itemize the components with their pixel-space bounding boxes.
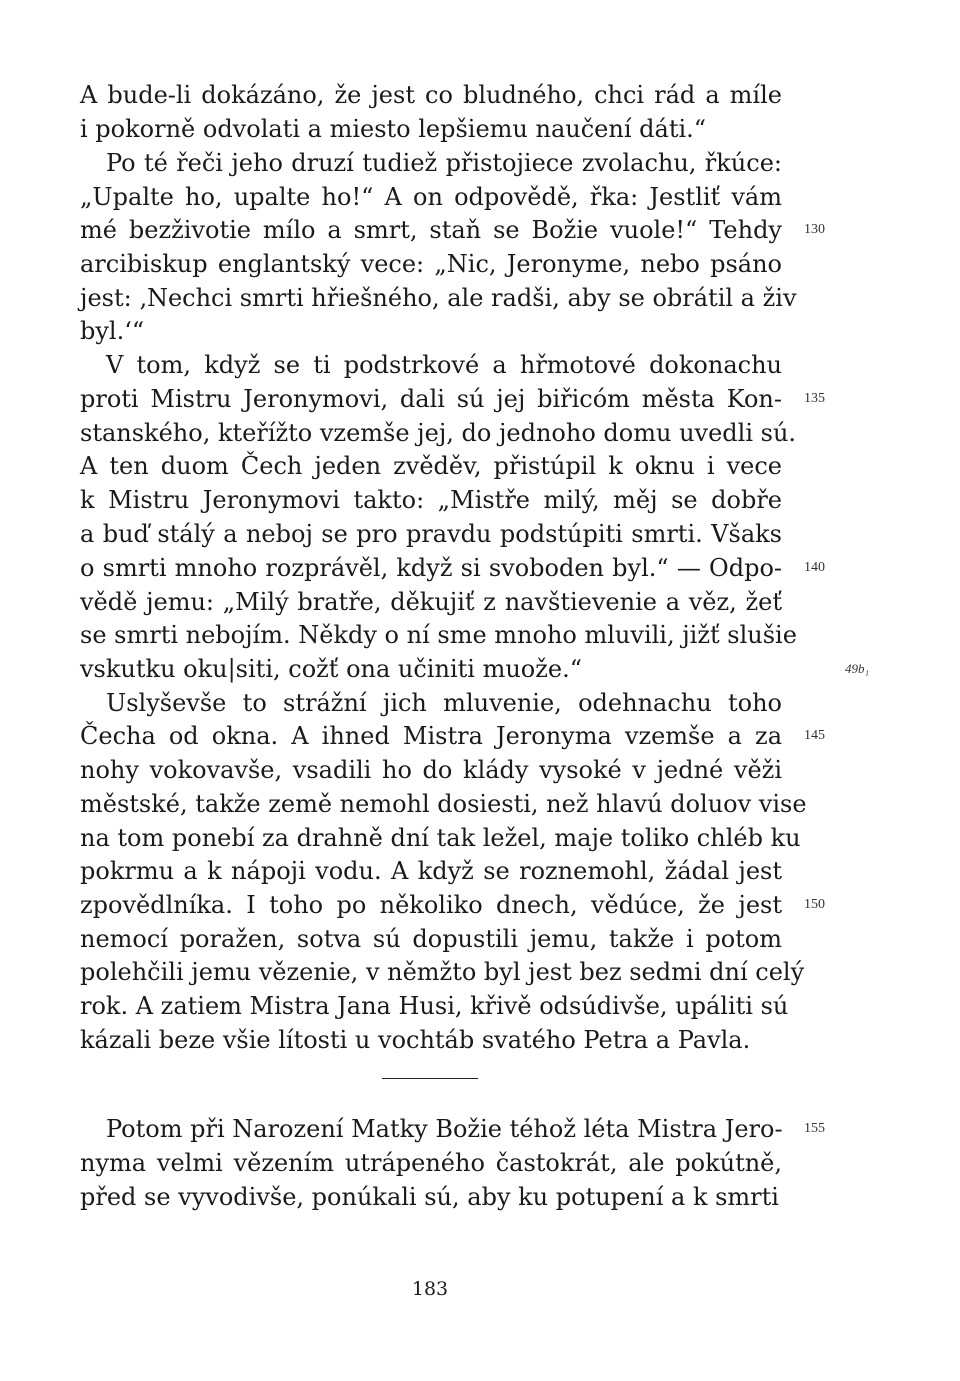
text-line: Po té řeči jeho druzí tudiež přistojiece zvolachu, řkúce: [106,149,782,177]
text-line: polehčili jemu vězenie, v němžto byl jest bez sedmi dní celý [80,958,805,986]
text-line: „Upalte ho, upalte ho!“ A on odpovědě, řka: Jestliť vám [80,183,782,211]
text-line: o smrti mnoho rozprávěl, když si svoboden byl.“ — Odpo- [80,554,782,582]
folio-note: 49b₁ [845,661,870,676]
text-line: A bude-li dokázáno, že jest co bludného, chci rád a míle [80,81,782,109]
text-line: k Mistru Jeronymovi takto: „Mistře milý, měj se dobře [80,486,782,514]
text-line: mé bezživotie mílo a smrt, staň se Božie vuole!“ Tehdy [80,216,782,244]
text-line: proti Mistru Jeronymovi, dali sú jej biřicóm města Kon- [80,385,782,413]
text-line: na tom ponebí za drahně dní tak ležel, maje toliko chléb ku [80,824,801,852]
line-number: 140 [804,560,825,575]
text-line: vědě jemu: „Milý bratře, děkujiť z navštievenie a věz, žeť [80,588,782,616]
text-line: vskutku oku|siti, cožť ona učiniti muože.“ [80,655,582,683]
text-line: městské, takže země nemohl dosiesti, než hlavú doluov vise [80,790,807,818]
text-line: Potom při Narození Matky Božie téhož léta Mistra Jero- [106,1115,783,1143]
text-line: byl.‘“ [80,317,145,345]
section-divider [382,1078,478,1079]
text-line: stanského, kteřížto vzemše jej, do jednoho domu uvedli sú. [80,419,797,447]
text-line: V tom, když se ti podstrkové a hřmotové dokonachu [106,351,782,379]
text-line: nyma velmi vězením utrápeného častokrát, ale pokútně, [80,1149,782,1177]
text-line: rok. A zatiem Mistra Jana Husi, křivě odsúdivše, upáliti sú [80,992,789,1020]
line-number: 155 [804,1121,825,1136]
line-number: 135 [804,391,825,406]
text-line: před se vyvodivše, ponúkali sú, aby ku potupení a k smrti [80,1183,779,1211]
page-number: 183 [411,1278,449,1300]
text-line: kázali beze všie lítosti u vochtáb svatého Petra a Pavla. [80,1026,751,1054]
line-number: 130 [804,222,825,237]
line-number: 150 [804,897,825,912]
text-line: A ten duom Čech jeden zvěděv, přistúpil k oknu i vece [80,452,782,480]
text-line: nohy vokovavše, vsadili ho do klády vysoké v jedné věži [80,756,782,784]
text-line: i pokorně odvolati a miesto lepšiemu naučení dáti.“ [80,115,707,143]
text-line: Uslyševše to strážní jich mluvenie, odehnachu toho [106,689,782,717]
text-line: nemocí poražen, sotva sú dopustili jemu, takže i potom [80,925,782,953]
text-line: a buď stálý a neboj se pro pravdu podstúpiti smrti. Všaks [80,520,782,548]
text-line: arcibiskup englantský vece: „Nic, Jeronyme, nebo psáno [80,250,782,278]
text-line: se smrti nebojím. Někdy o ní sme mnoho mluvili, jižť slušie [80,621,797,649]
text-line: zpovědlníka. I toho po několiko dnech, vědúce, že jest [80,891,782,919]
text-line: Čecha od okna. A ihned Mistra Jeronyma vzemše a za [80,722,782,750]
text-line: pokrmu a k nápoji vodu. A když se roznemohl, žádal jest [80,857,782,885]
text-line: jest: ‚Nechci smrti hřiešného, ale radši, aby se obrátil a živ [80,284,797,312]
line-number: 145 [804,728,825,743]
